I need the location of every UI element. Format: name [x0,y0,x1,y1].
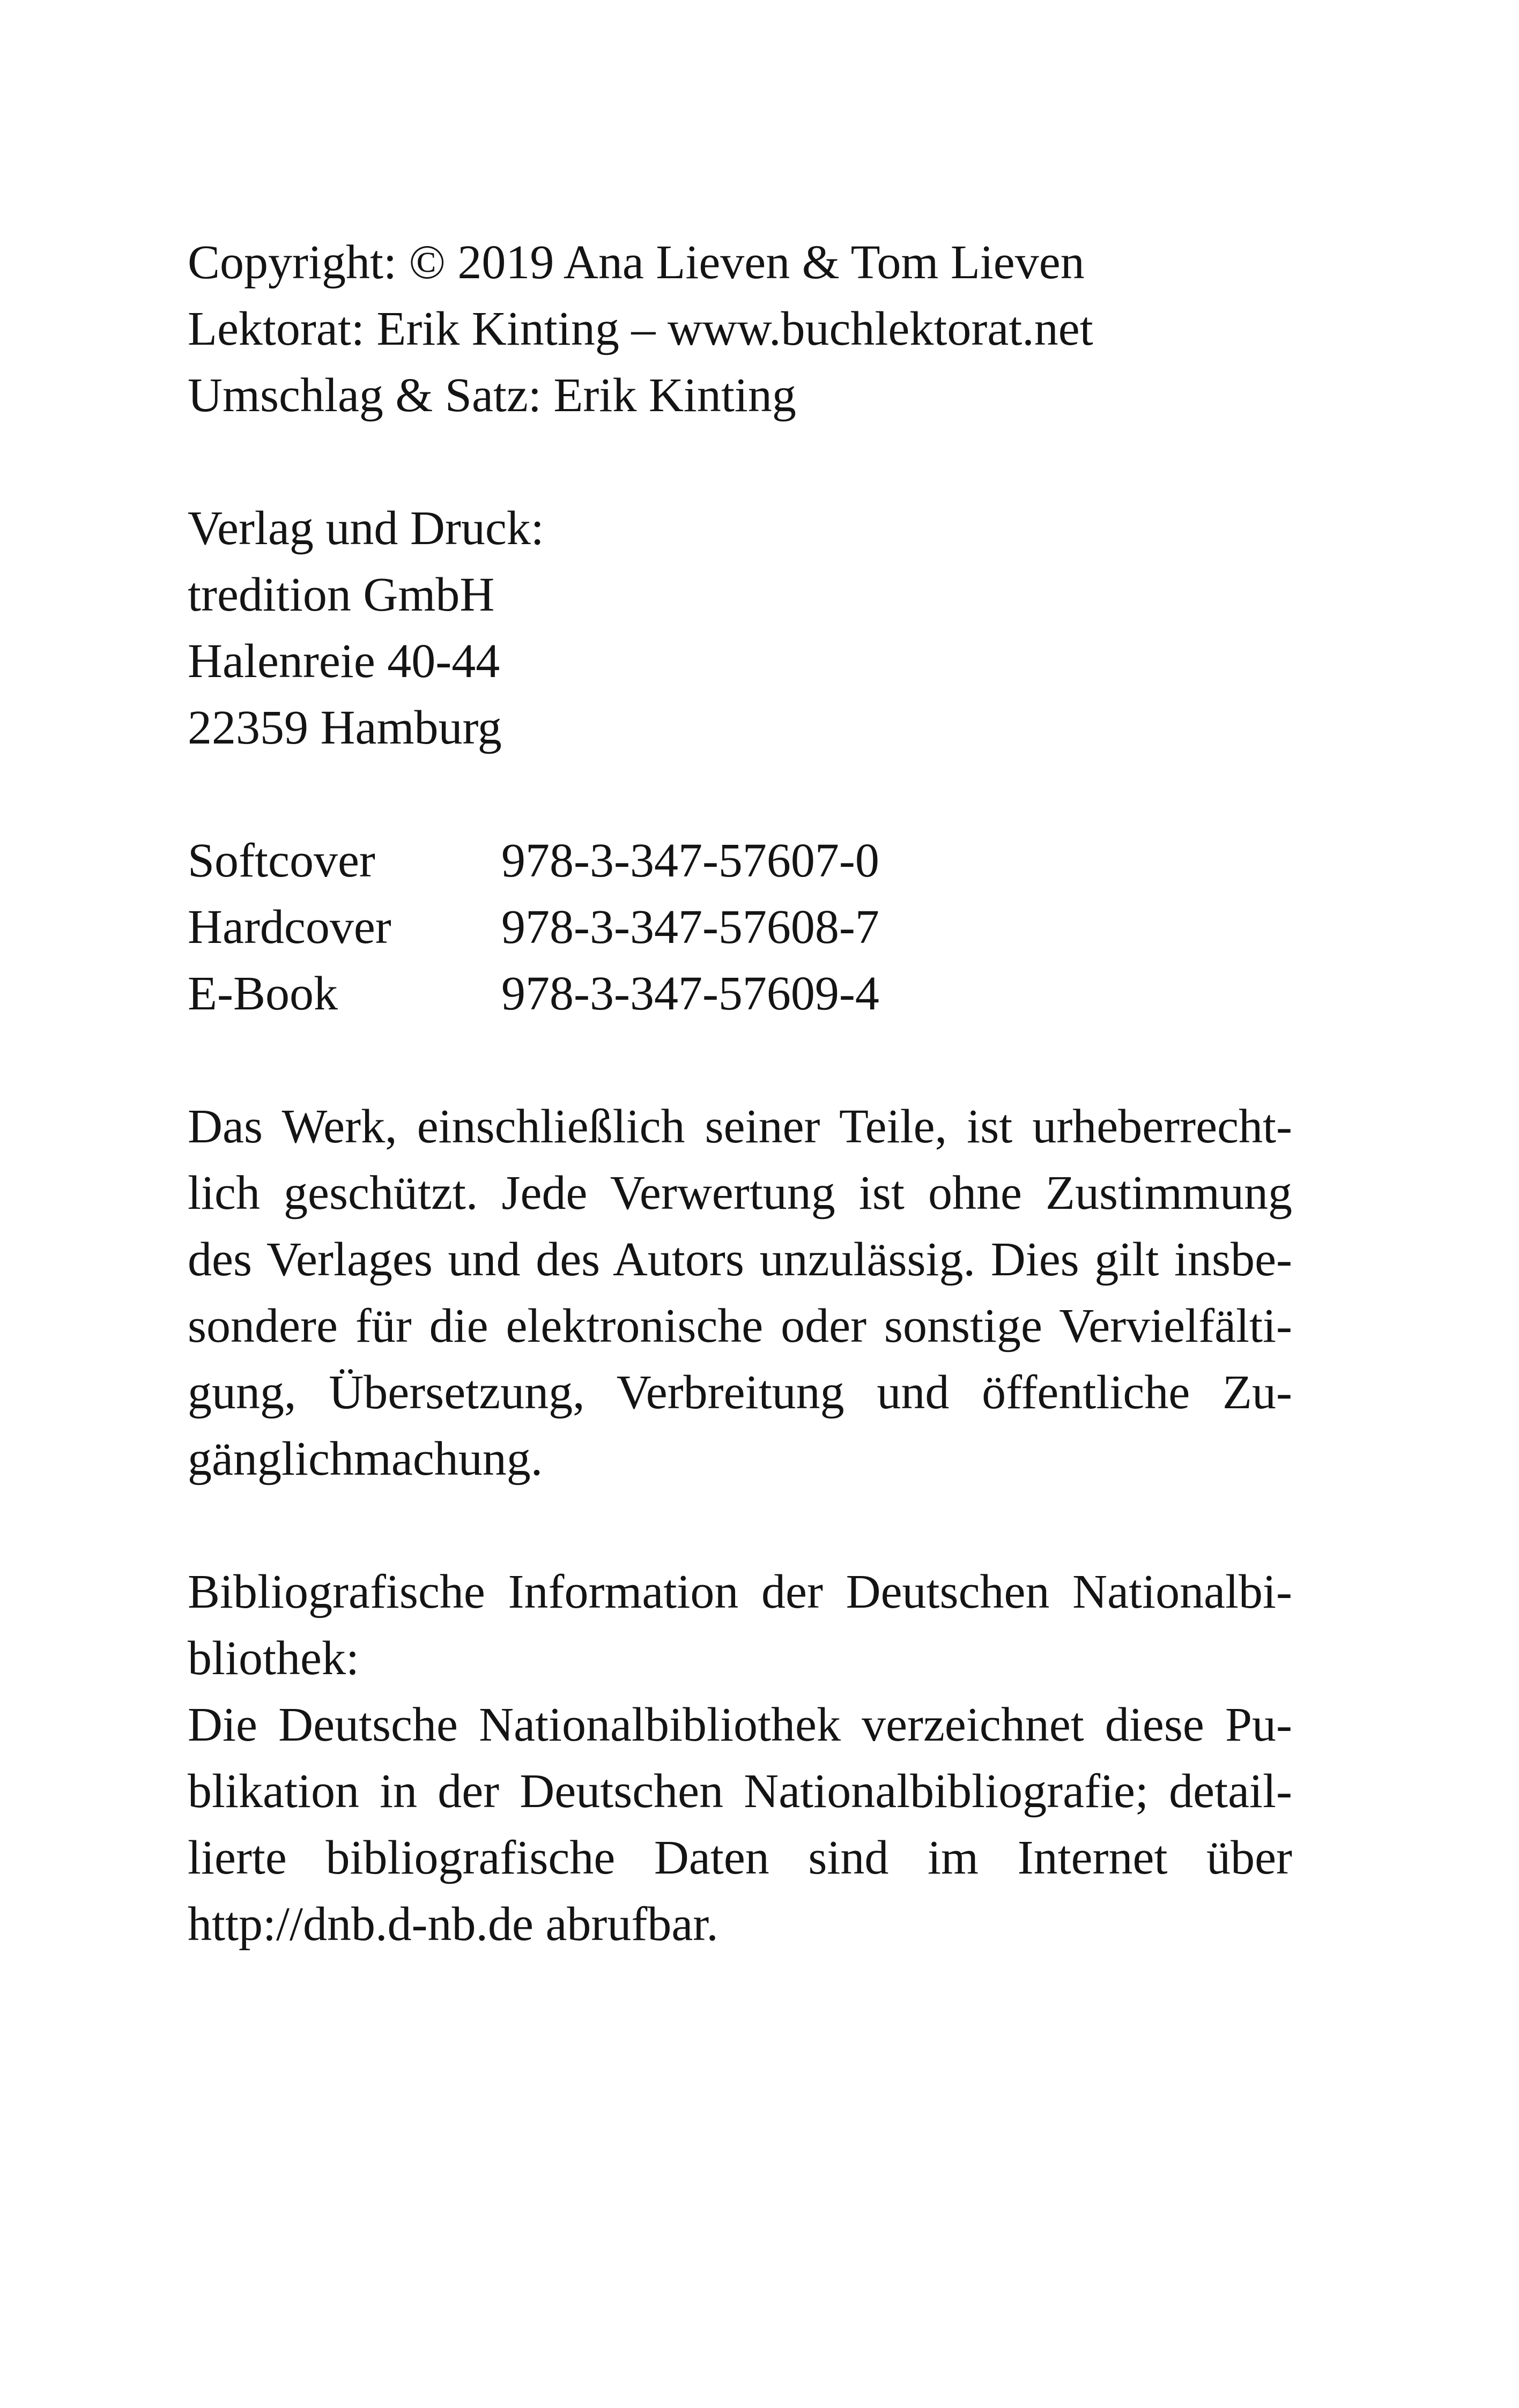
rights-notice-line: des Verlages und des Autors unzulässig. Dies gilt insbe- [188,1233,1292,1286]
isbn-type: E-Book [188,967,338,1020]
rights-notice-line: gung, Übersetzung, Verbreitung und öffentliche Zu- [188,1366,1292,1419]
bibliographic-heading-line: bliothek: [188,1632,359,1685]
isbn-row-softcover [188,828,1292,894]
rights-notice-line: Das Werk, einschließlich seiner Teile, ist urheberrecht- [188,1100,1292,1153]
dnb-url-line: http://dnb.d-nb.de abrufbar. [188,1898,718,1951]
publisher-name: tredition GmbH [188,568,495,621]
isbn-block [188,828,1292,1027]
rights-notice-line: lich geschützt. Jede Verwertung ist ohne Zustimmung [188,1166,1292,1220]
bibliographic-heading-line: Bibliografische Information der Deutschen Nationalbi- [188,1565,1292,1618]
publisher-city: 22359 Hamburg [188,701,502,754]
umschlag-line: Umschlag & Satz: Erik Kinting [188,369,796,422]
isbn-row-ebook [188,961,1292,1027]
publisher-block [188,495,1292,761]
bibliographic-body-line: blikation in der Deutschen Nationalbibliografie; detail- [188,1765,1292,1818]
isbn-row-hardcover [188,894,1292,961]
publisher-street: Halenreie 40-44 [188,635,500,688]
rights-notice [188,1094,1292,1492]
publisher-heading: Verlag und Druck: [188,502,544,555]
copyright-line: Copyright: © 2019 Ana Lieven & Tom Lieven [188,236,1085,289]
bibliographic-info [188,1559,1292,1958]
rights-notice-line: gänglichmachung. [188,1432,543,1485]
bibliographic-body-line: Die Deutsche Nationalbibliothek verzeichnet diese Pu- [188,1698,1292,1751]
isbn-type: Softcover [188,834,375,887]
isbn-type: Hardcover [188,901,391,954]
credits-block [188,229,1292,429]
imprint-page [188,229,1292,1958]
bibliographic-body-line: lierte bibliografische Daten sind im Internet über [188,1831,1292,1884]
isbn-number: 978-3-347-57607-0 [501,834,879,887]
lektorat-line: Lektorat: Erik Kinting – www.buchlektorat.net [188,302,1093,355]
isbn-number: 978-3-347-57609-4 [501,967,879,1020]
rights-notice-line: sondere für die elektronische oder sonstige Vervielfälti- [188,1299,1292,1352]
isbn-number: 978-3-347-57608-7 [501,901,879,954]
